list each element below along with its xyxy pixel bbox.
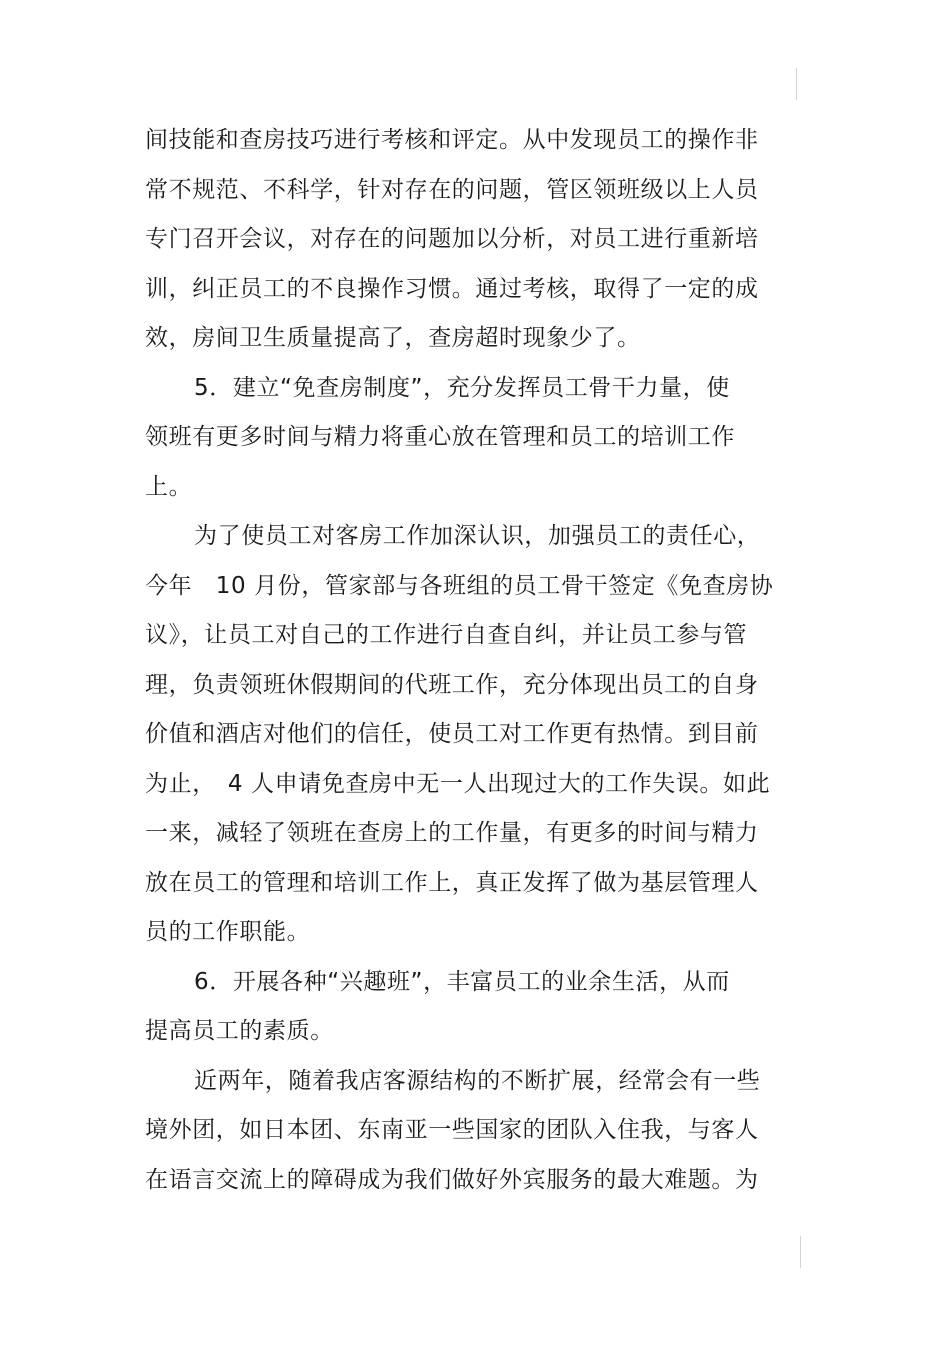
page-edge-mark-bottom — [800, 1236, 801, 1268]
paragraph-start: 为了使员工对客房工作加深认识，加强员工的责任心， — [194, 523, 761, 549]
text-line: 一来，减轻了领班在查房上的工作量，有更多的时间与精力 — [145, 820, 759, 846]
section-heading-6: 6．开展各种“兴趣班”，丰富员工的业余生活，从而 — [194, 968, 730, 995]
text-line: 专门召开会议，对存在的问题加以分析，对员工进行重新培 — [145, 226, 759, 252]
text-line: 员的工作职能。 — [145, 919, 311, 945]
text-line: 上。 — [145, 473, 193, 500]
text-line: 境外团，如日本团、东南亚一些国家的团队入住我，与客人 — [145, 1117, 759, 1143]
text-line: 价值和酒店对他们的信任，使员工对工作更有热情。到目前 — [145, 721, 759, 747]
text-line: 常不规范、不科学，针对存在的问题，管区领班级以上人员 — [145, 176, 759, 203]
text-line: 理，负责领班休假期间的代班工作，充分体现出员工的自身 — [145, 671, 759, 698]
text-line: 训，纠正员工的不良操作习惯。通过考核，取得了一定的成 — [145, 275, 759, 302]
text-line: 间技能和查房技巧进行考核和评定。从中发现员工的操作非 — [145, 127, 759, 153]
paragraph-start: 近两年，随着我店客源结构的不断扩展，经常会有一些 — [194, 1067, 761, 1094]
text-line: 效，房间卫生质量提高了，查房超时现象少了。 — [145, 325, 641, 351]
page-edge-mark-top — [796, 68, 797, 100]
text-line: 放在员工的管理和培训工作上，真正发挥了做为基层管理人 — [145, 869, 759, 896]
document-body — [145, 116, 774, 1205]
section-heading-5: 5．建立“免查房制度”，充分发挥员工骨干力量，使 — [194, 374, 730, 401]
text-line: 领班有更多时间与精力将重心放在管理和员工的培训工作 — [145, 424, 735, 450]
text-line: 为止， 4 人申请免查房中无一人出现过大的工作失误。如此 — [145, 770, 771, 797]
text-line: 议》，让员工对自己的工作进行自查自纠，并让员工参与管 — [145, 622, 748, 648]
text-line: 在语言交流上的障碍成为我们做好外宾服务的最大难题。为 — [145, 1166, 759, 1193]
text-line: 今年 10 月份，管家部与各班组的员工骨干签定《免查房协 — [145, 572, 774, 599]
text-line: 提高员工的素质。 — [145, 1018, 334, 1044]
